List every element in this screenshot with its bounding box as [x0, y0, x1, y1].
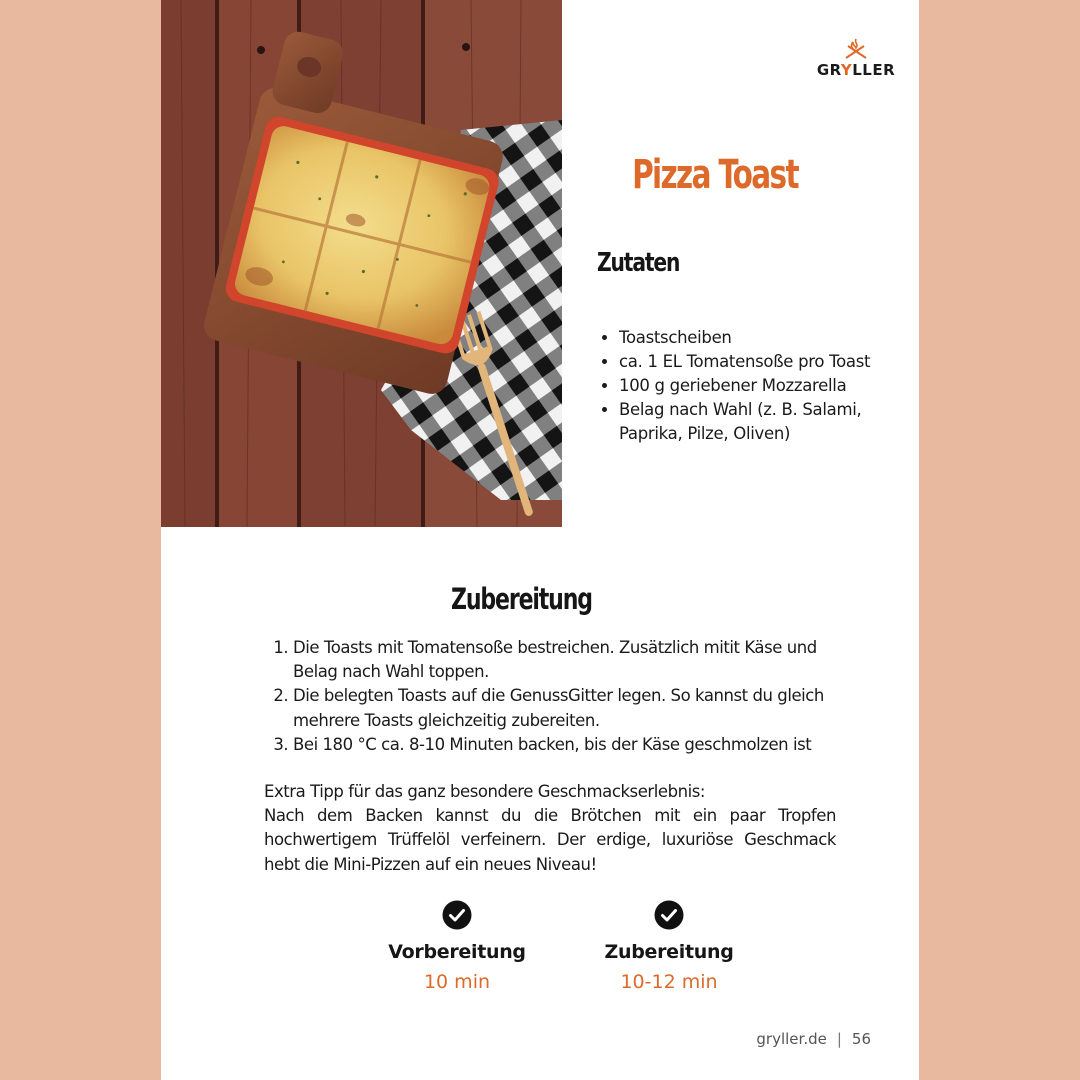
footer-separator: |: [836, 1030, 842, 1048]
step-item: 3. Bei 180 °C ca. 8-10 Minuten backen, bis der Käse geschmolzen ist: [293, 733, 865, 757]
ingredients-heading: Zutaten: [597, 248, 680, 278]
prep-time-value: 10 min: [423, 971, 491, 993]
page-number: 56: [851, 1030, 871, 1048]
ingredients-list: [597, 326, 891, 446]
cook-time-badge: [584, 900, 754, 994]
ingredient-item: • 100 g geriebener Mozzarella: [619, 374, 891, 398]
tip-text: Nach dem Backen kannst du die Brötchen mit ein paar Tropfen hochwertigem Trüffelöl verfeinern. Der erdige, luxuriöse Geschmack hebt die Mini-Pizzen auf ein neues Niveau!: [264, 806, 836, 874]
ingredient-item: • Toastscheiben: [619, 326, 891, 350]
footer-site: gryller.de: [756, 1030, 827, 1048]
check-circle-icon: [442, 900, 472, 930]
prep-time-badge: [372, 900, 542, 994]
recipe-title: Pizza Toast: [632, 152, 798, 198]
cook-time-label: Zubereitung: [604, 941, 734, 963]
prep-time-label: Vorbereitung: [388, 941, 526, 963]
gryller-logo: [815, 38, 897, 82]
ingredient-item: • ca. 1 EL Tomatensoße pro Toast: [619, 350, 891, 374]
grill-fork-icon: [843, 38, 869, 60]
cook-time-value: 10-12 min: [620, 971, 718, 993]
extra-tip: [264, 780, 836, 877]
preparation-heading: Zubereitung: [451, 582, 592, 616]
step-item: 1. Die Toasts mit Tomatensoße bestreichen. Zusätzlich mitit Käse und Belag nach Wahl toppen.: [293, 636, 865, 684]
pizza-toast-photo: [161, 0, 562, 527]
step-item: 2. Die belegten Toasts auf die GenussGitter legen. So kannst du gleich mehrere Toasts gleichzeitig zubereiten.: [293, 684, 865, 732]
tip-title: Extra Tipp für das ganz besondere Geschmackserlebnis:: [264, 782, 705, 801]
page-footer: [721, 1030, 871, 1048]
preparation-steps: [264, 636, 865, 757]
logo-wordmark: GRYLLER: [816, 61, 896, 79]
check-circle-icon: [654, 900, 684, 930]
ingredient-item: • Belag nach Wahl (z. B. Salami, Paprika, Pilze, Oliven): [619, 398, 891, 446]
recipe-page: [161, 0, 919, 1080]
